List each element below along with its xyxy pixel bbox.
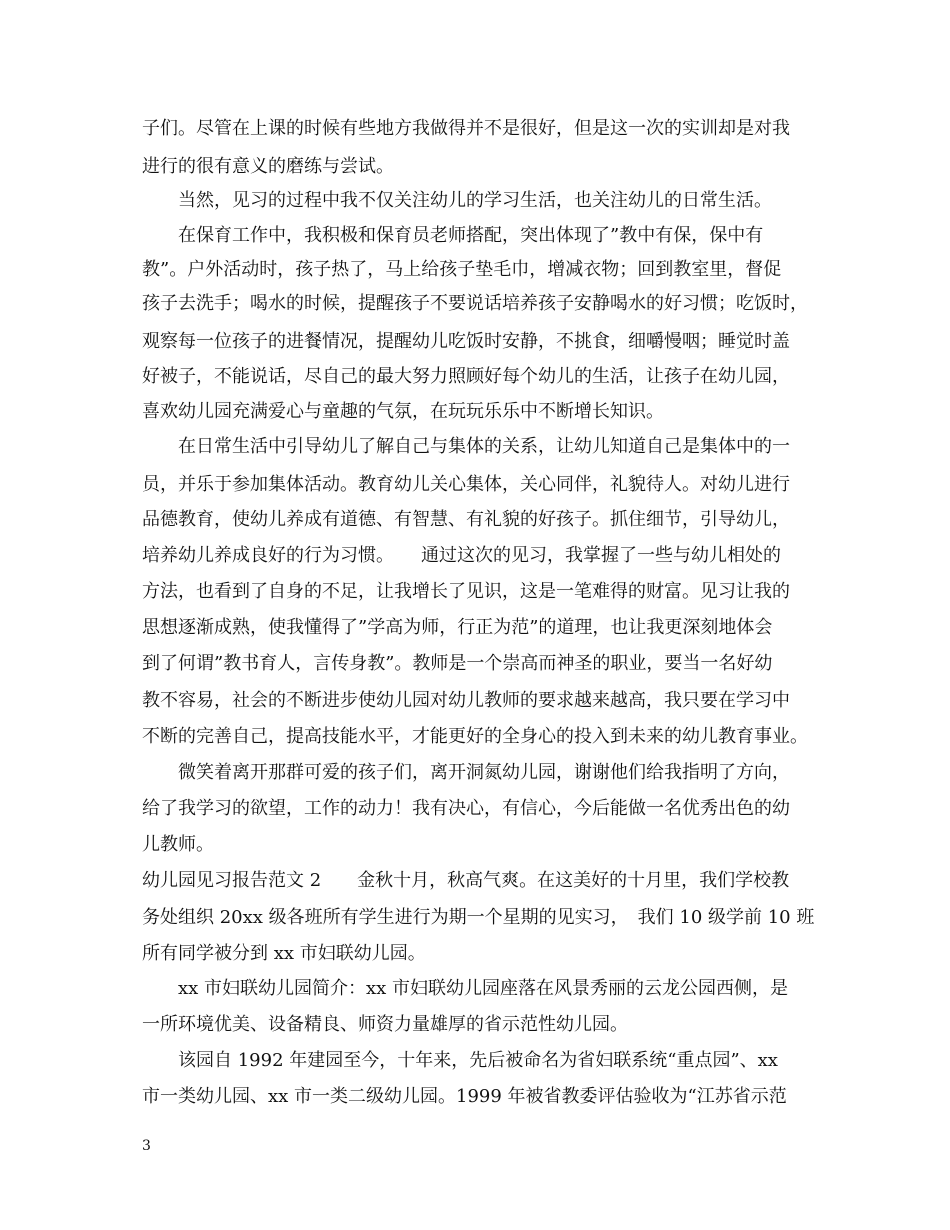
text-line: 给了我学习的欲望，工作的动力！我有决心，有信心，今后能做一名优秀出色的幼 [142,798,790,819]
text-line: 该园自 1992 年建园至今，十年来，先后被命名为省妇联系统“重点园”、xx [142,1050,778,1071]
text-line: 当然，见习的过程中我不仅关注幼儿的学习生活，也关注幼儿的日常生活。 [142,190,772,211]
text-line: 好被子，不能说话，尽自己的最大努力照顾好每个幼儿的生活，让孩子在幼儿园， [142,366,790,387]
text-line: 培养幼儿养成良好的行为习惯。 通过这次的见习，我掌握了一些与幼儿相处的 [142,545,781,566]
text-line: 市一类幼儿园、xx 市一类二级幼儿园。1999 年被省教委评估验收为“江苏省示范 [142,1086,787,1107]
text-line: 所有同学被分到 xx 市妇联幼儿园。 [142,943,426,964]
text-line: 孩子去洗手；喝水的时候，提醒孩子不要说话培养孩子安静喝水的好习惯；吃饭时， [142,293,808,314]
text-line: 儿教师。 [142,834,214,855]
text-line: 子们。尽管在上课的时候有些地方我做得并不是很好，但是这一次的实训却是对我 [142,118,790,139]
text-line: 一所环境优美、设备精良、师资力量雄厚的省示范性幼儿园。 [142,1014,628,1035]
text-line: 观察每一位孩子的进餐情况，提醒幼儿吃饭时安静，不挑食，细嚼慢咽；睡觉时盖 [142,331,790,352]
text-line: 教”。户外活动时，孩子热了，马上给孩子垫毛巾，增减衣物；回到教室里，督促 [142,259,782,280]
text-line: 方法，也看到了自身的不足，让我增长了见识，这是一笔难得的财富。见习让我的 [142,581,790,602]
text-line: 在日常生活中引导幼儿了解自己与集体的关系，让幼儿知道自己是集体中的一 [142,436,790,457]
text-line: 品德教育，使幼儿养成有道德、有智慧、有礼貌的好孩子。抓住细节，引导幼儿， [142,509,790,530]
text-line: 幼儿园见习报告范文 2 金秋十月，秋高气爽。在这美好的十月里，我们学校教 [142,870,790,891]
text-line: 微笑着离开那群可爱的孩子们，离开洞氮幼儿园，谢谢他们给我指明了方向， [142,762,790,783]
text-line: 教不容易，社会的不断进步使幼儿园对幼儿教师的要求越来越高，我只要在学习中 [142,690,790,711]
text-line: 务处组织 20xx 级各班所有学生进行为期一个星期的见实习， 我们 10 级学前 10 班 [142,907,815,928]
page-number: 3 [142,1138,151,1154]
text-line: 在保育工作中，我积极和保育员老师搭配，突出体现了”教中有保，保中有 [142,225,764,246]
text-line: 不断的完善自己，提高技能水平，才能更好的全身心的投入到未来的幼儿教育事业。 [142,726,808,747]
text-line: xx 市妇联幼儿园简介：xx 市妇联幼儿园座落在风景秀丽的云龙公园西侧，是 [142,978,789,999]
text-line: 喜欢幼儿园充满爱心与童趣的气氛，在玩玩乐乐中不断增长知识。 [142,401,664,422]
text-line: 到了何谓”教书育人，言传身教”。教师是一个崇高而神圣的职业，要当一名好幼 [142,653,773,674]
text-line: 员，并乐于参加集体活动。教育幼儿关心集体，关心同伴，礼貌待人。对幼儿进行 [142,474,790,495]
text-line: 进行的很有意义的磨练与尝试。 [142,156,394,177]
text-line: 思想逐渐成熟，使我懂得了”学高为师，行正为范”的道理，也让我更深刻地体会 [142,617,773,638]
